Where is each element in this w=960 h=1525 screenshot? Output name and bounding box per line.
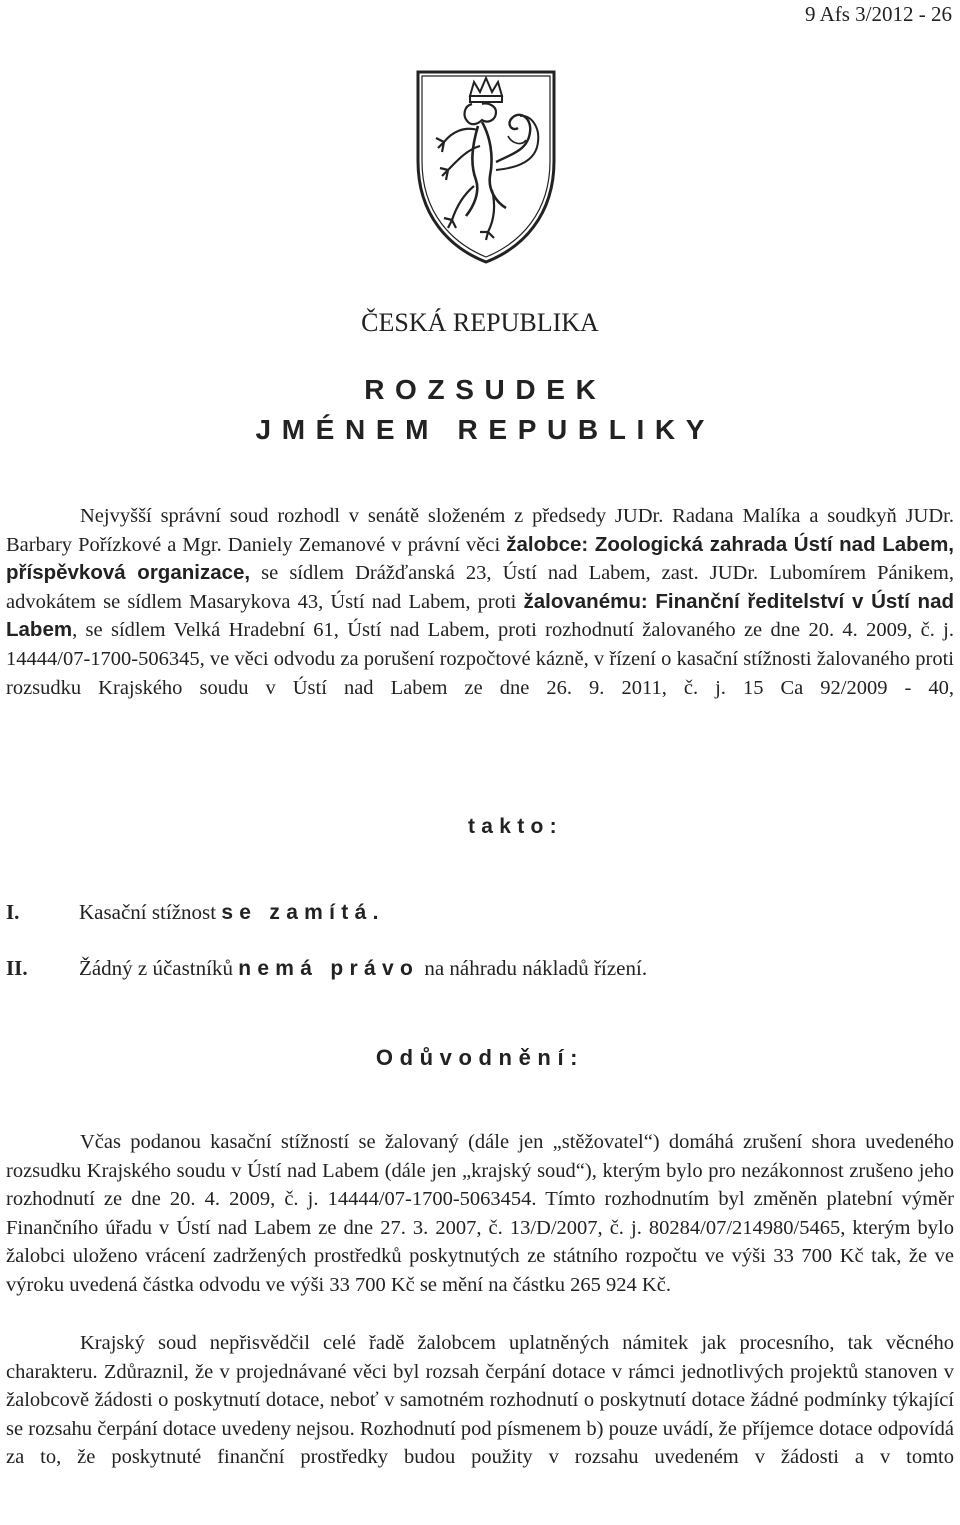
intro-text-3: , se sídlem Velká Hradební 61, Ústí nad Labem, proti rozhodnutí žalovaného ze dne 20. 4. 2009, č. j. 14444/07-1700-506345, ve věci odvodu za porušení rozpočtové kázně, v řízení o kasační stížnosti žalovaného proti rozsudku Krajského soudu v Ústí nad Labem ze dne 26. 9. 2011, č. j. 15 Ca 92/2009 - 40, xyxy=(6,619,954,699)
decision-heading: takto: xyxy=(468,815,563,838)
verdict-line-2: JMÉNEM REPUBLIKY xyxy=(255,414,716,445)
decision-text-rest: na náhradu nákladů řízení. xyxy=(419,956,648,980)
reasoning-paragraph: Včas podanou kasační stížností se žalovaný (dále jen „stěžovatel“) domáhá zrušení shora uvedeného rozsudku Krajského soudu v Ústí nad Labem (dále jen „krajský soud“), kterým bylo pro nezákonnost zrušeno jeho rozhodnutí ze dne 20. 4. 2009, č. j. 14444/07-1700-5063454. Tímto rozhodnutím byl změněn platební výměr Finančního úřadu v Ústí nad Labem ze dne 27. 3. 2007, č. 13/D/2007, č. j. 80284/07/214980/5465, kterým bylo žalobci uloženo vrácení zadržených prostředků poskytnutých ze státního rozpočtu ve výši 33 700 Kč tak, že ve výroku uvedená částka odvodu ve výši 33 700 Kč se mění na částku 265 924 Kč. xyxy=(6,1131,954,1296)
intro-text-2: se sídlem Drážďanská 23, Ústí nad Labem, zast. JUDr. Lubomírem Pánikem, advokátem se sídlem Masarykova 43, Ústí nad Labem, proti xyxy=(6,562,954,613)
decision-text-lead: Žádný z účastníků xyxy=(79,956,239,980)
decision-number: I. xyxy=(6,900,20,924)
verdict-heading xyxy=(0,370,960,450)
decision-text-lead: Kasační stížnost xyxy=(79,900,222,924)
reasoning-heading: Odůvodnění: xyxy=(375,1045,585,1070)
country-name: ČESKÁ REPUBLIKA xyxy=(361,308,599,337)
intro-paragraph xyxy=(6,502,954,731)
decision-text xyxy=(79,900,385,925)
decision-text xyxy=(79,956,647,981)
verdict-line-1: ROZSUDEK xyxy=(364,374,607,405)
decision-emphasis: nemá právo xyxy=(238,957,420,980)
decision-number: II. xyxy=(6,956,28,980)
intro-text-1: Nejvyšší správní soud rozhodl v senátě složeném z předsedy JUDr. Radana Malíka a soudkyň JUDr. Barbary Pořízkové a Mgr. Daniely Zemanové v právní věci xyxy=(6,505,954,556)
state-emblem-icon xyxy=(412,66,560,266)
case-number: 9 Afs 3/2012 - 26 xyxy=(805,2,952,26)
plaintiff-name: žalobce: Zoologická zahrada Ústí nad Labem, příspěvková organizace, xyxy=(6,532,954,585)
defendant-name: žalovanému: Finanční ředitelství v Ústí nad Labem xyxy=(6,589,954,642)
reasoning-paragraph: Krajský soud nepřisvědčil celé řadě žalobcem uplatněných námitek jak procesního, tak věcného charakteru. Zdůraznil, že v projednávané věci byl rozsah čerpání dotace v rámci jednotlivých projektů stanoven v žalobcově žádosti o poskytnutí dotace, neboť v samotném rozhodnutí o poskytnutí dotace žádné podmínky týkající se rozsahu čerpání dotace uvedeny nejsou. Rozhodnutí pod písmenem b) pouze uvádí, že příjemce dotace odpovídá za to, že poskytnuté finanční prostředky budou použity v rozsahu uvedeném v žádosti a v tomto xyxy=(6,1332,954,1469)
decision-emphasis: se zamítá. xyxy=(221,901,385,924)
